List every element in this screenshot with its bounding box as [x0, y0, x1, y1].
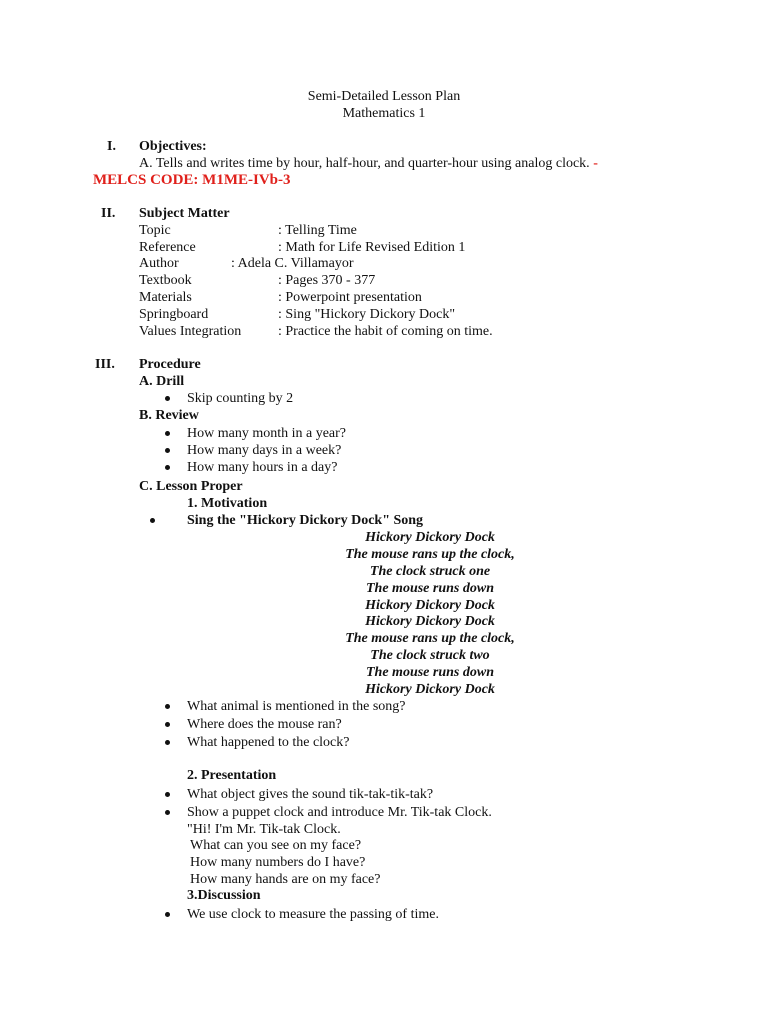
dialogue-line: What can you see on my face? — [190, 838, 362, 853]
dialogue-line: How many numbers do I have? — [190, 855, 366, 870]
song-line: The mouse rans up the clock, — [345, 631, 515, 646]
song-line: The mouse rans up the clock, — [345, 547, 515, 562]
song-title: Sing the "Hickory Dickory Dock" Song — [187, 513, 424, 528]
textbook-label: Textbook — [139, 273, 192, 288]
bullet-icon — [150, 521, 158, 522]
values-integration-label: Values Integration — [139, 324, 242, 339]
review-item: How many hours in a day? — [187, 460, 338, 475]
song-line: Hickory Dickory Dock — [365, 598, 495, 613]
discussion-heading: 3.Discussion — [187, 888, 261, 903]
document-title: Semi-Detailed Lesson Plan — [307, 89, 461, 104]
topic-value: : Telling Time — [278, 223, 357, 238]
review-item: How many month in a year? — [187, 426, 347, 441]
song-line: The clock struck two — [370, 648, 490, 663]
song-line: Hickory Dickory Dock — [365, 682, 495, 697]
bullet-icon — [165, 795, 173, 796]
bullet-icon — [165, 725, 173, 726]
objective-a: A. Tells and writes time by hour, half-hour, and quarter-hour using analog clock. — [139, 156, 590, 171]
springboard-label: Springboard — [139, 307, 209, 322]
review-heading: B. Review — [139, 408, 199, 423]
motivation-question: What happened to the clock? — [187, 735, 350, 750]
bullet-icon — [165, 399, 173, 400]
bullet-icon — [165, 743, 173, 744]
bullet-icon — [165, 434, 173, 435]
materials-value: : Powerpoint presentation — [278, 290, 422, 305]
discussion-item: We use clock to measure the passing of time. — [187, 907, 439, 922]
subject-matter-heading: Subject Matter — [139, 206, 230, 221]
presentation-item: Show a puppet clock and introduce Mr. Tik-tak Clock. — [187, 805, 492, 820]
textbook-value: : Pages 370 - 377 — [278, 273, 376, 288]
bullet-icon — [165, 468, 173, 469]
objective-text — [139, 156, 598, 173]
subject-matter-numeral: II. — [101, 206, 116, 221]
presentation-heading: 2. Presentation — [187, 768, 277, 783]
bullet-icon — [165, 915, 173, 916]
bullet-icon — [165, 451, 173, 452]
document-subject: Mathematics 1 — [342, 106, 426, 121]
dialogue-line: "Hi! I'm Mr. Tik-tak Clock. — [187, 822, 341, 837]
materials-label: Materials — [139, 290, 192, 305]
bullet-icon — [165, 813, 173, 814]
topic-label: Topic — [139, 223, 171, 238]
objectives-heading: Objectives: — [139, 139, 207, 154]
drill-item: Skip counting by 2 — [187, 391, 294, 406]
motivation-heading: 1. Motivation — [187, 496, 268, 511]
melcs-dash: - — [593, 156, 598, 171]
drill-heading: A. Drill — [139, 374, 185, 389]
values-integration-value: : Practice the habit of coming on time. — [278, 324, 493, 339]
author-value: : Adela C. Villamayor — [231, 256, 354, 271]
song-line: The clock struck one — [369, 564, 491, 579]
procedure-heading: Procedure — [139, 357, 201, 372]
song-line: The mouse runs down — [366, 665, 494, 680]
review-item: How many days in a week? — [187, 443, 342, 458]
objectives-numeral: I. — [107, 139, 116, 154]
motivation-question: Where does the mouse ran? — [187, 717, 342, 732]
reference-value: : Math for Life Revised Edition 1 — [278, 240, 466, 255]
dialogue-line: How many hands are on my face? — [190, 872, 381, 887]
procedure-numeral: III. — [95, 357, 115, 372]
melcs-code: MELCS CODE: M1ME-IVb-3 — [93, 172, 291, 188]
reference-label: Reference — [139, 240, 196, 255]
presentation-item: What object gives the sound tik-tak-tik-tak? — [187, 787, 434, 802]
author-label: Author — [139, 256, 179, 271]
song-line: Hickory Dickory Dock — [365, 614, 495, 629]
springboard-value: : Sing "Hickory Dickory Dock" — [278, 307, 456, 322]
bullet-icon — [165, 707, 173, 708]
motivation-question: What animal is mentioned in the song? — [187, 699, 406, 714]
lesson-proper-heading: C. Lesson Proper — [139, 479, 243, 494]
song-line: The mouse runs down — [366, 581, 494, 596]
song-line: Hickory Dickory Dock — [365, 530, 495, 545]
